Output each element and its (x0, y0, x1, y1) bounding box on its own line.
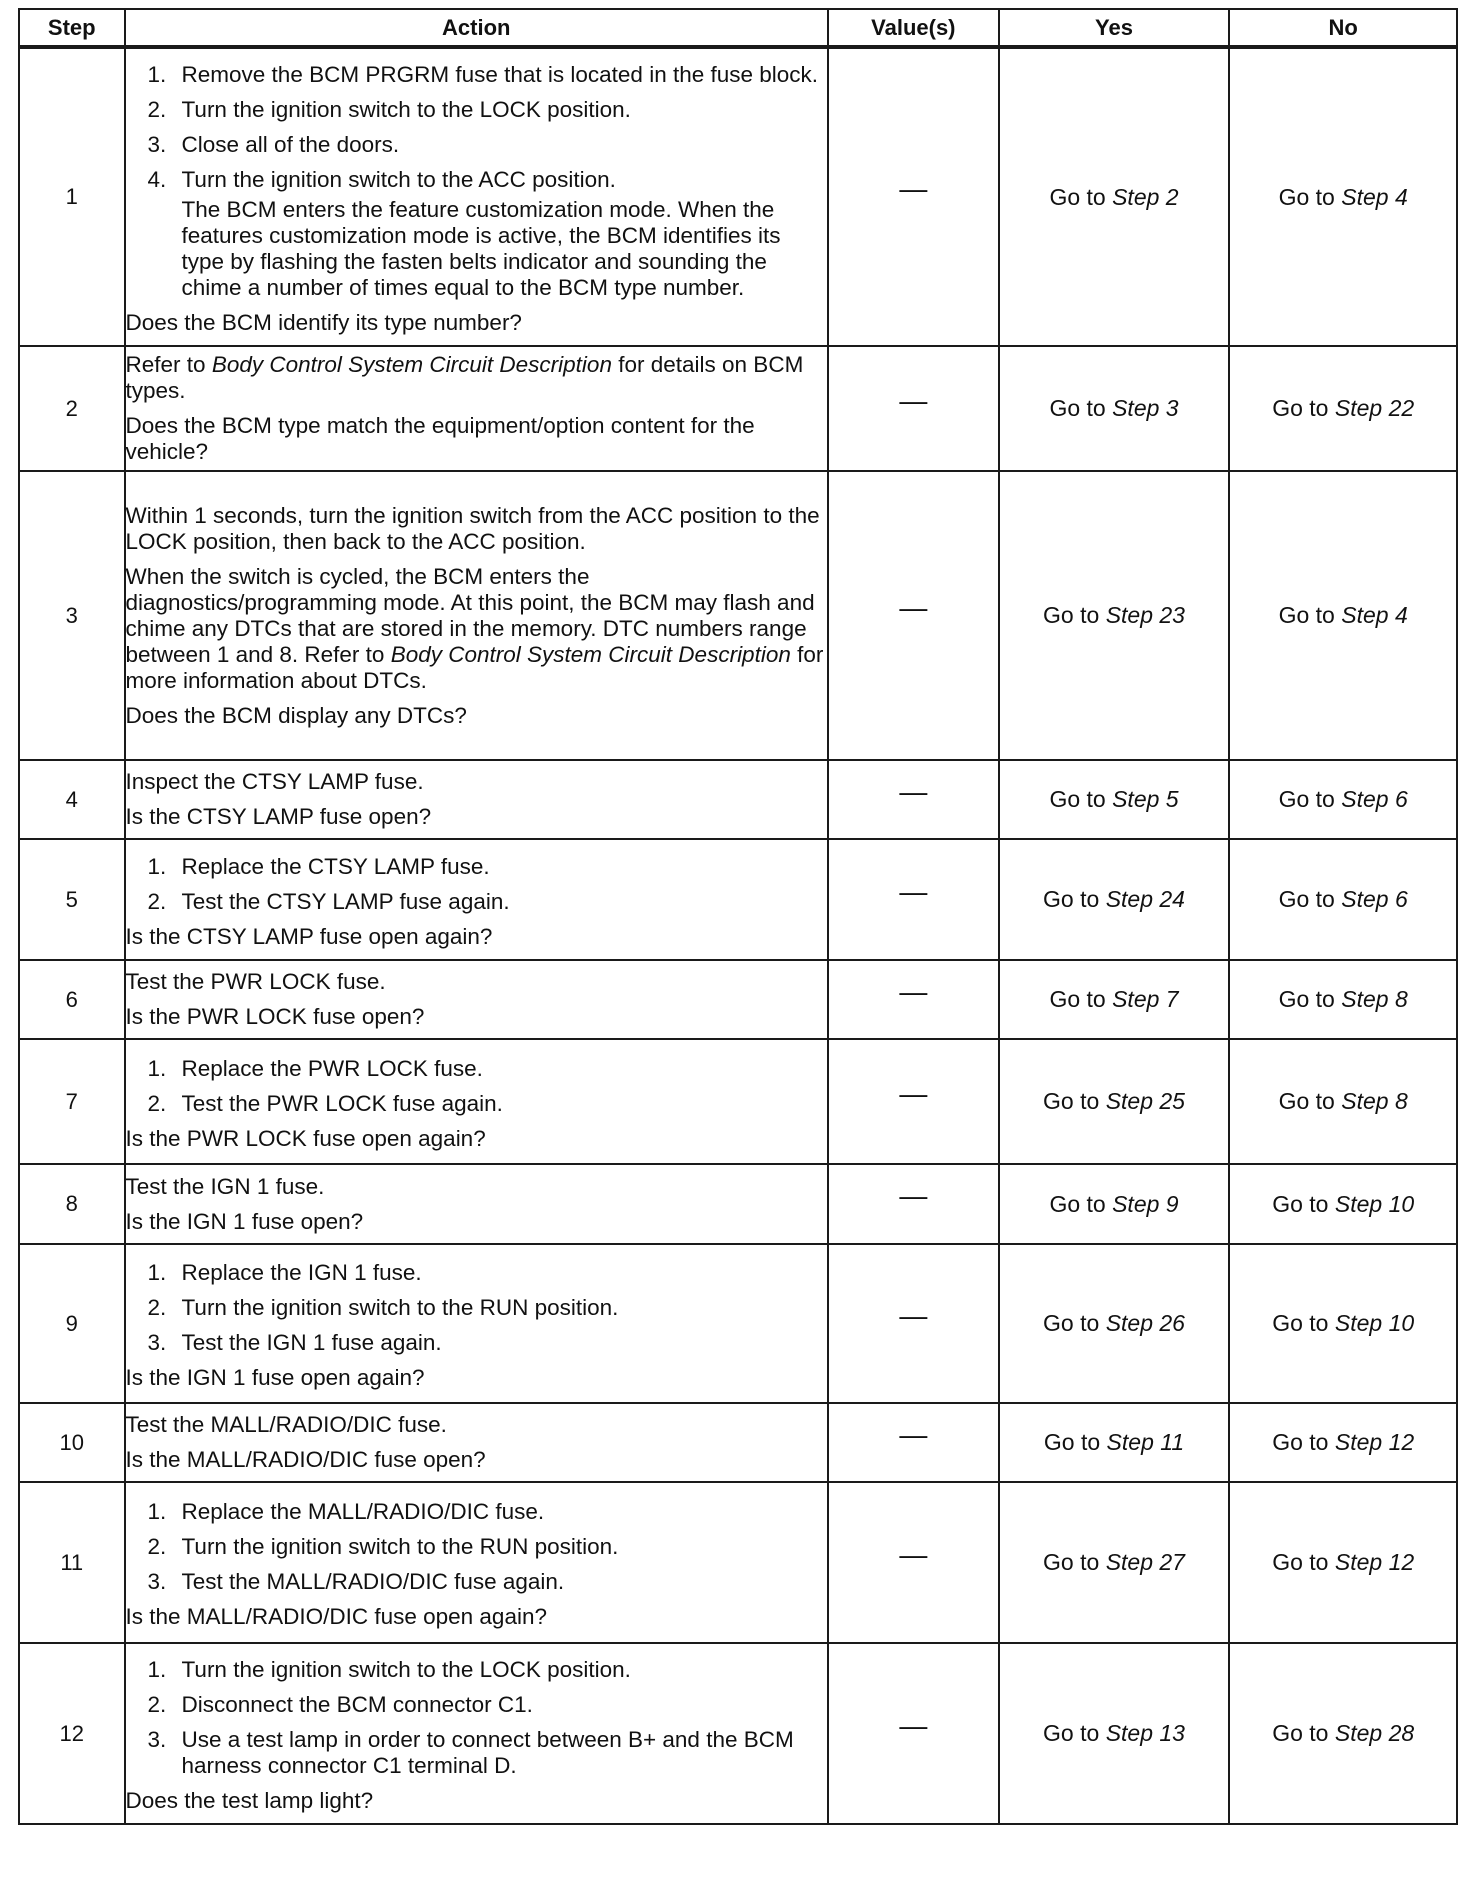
action-line: Test the MALL/RADIO/DIC fuse. (125, 1412, 447, 1437)
list-item-text: Turn the ignition switch to the RUN position. (181, 1295, 619, 1320)
list-item (126, 1260, 827, 1286)
action-question: Does the BCM display any DTCs? (125, 702, 467, 728)
header-yes: Yes (999, 9, 1230, 47)
step-number: 3 (19, 471, 125, 760)
yes-cell (999, 47, 1230, 346)
diagnostic-table (18, 8, 1458, 1825)
list-item-number: 2. (147, 888, 167, 914)
table-row (19, 1244, 1457, 1403)
yes-step-link: Step 27 (1105, 1549, 1185, 1575)
list-item (126, 1534, 827, 1560)
list-item-text: Remove the BCM PRGRM fuse that is located in the fuse block. (181, 62, 819, 87)
action-cell (125, 1164, 828, 1244)
goto-prefix: Go to (1278, 786, 1335, 812)
yes-step-link: Step 24 (1105, 886, 1185, 912)
list-item (126, 1657, 827, 1683)
goto-prefix: Go to (1272, 1720, 1329, 1746)
list-item-text: Close all of the doors. (181, 132, 400, 157)
no-step-link: Step 22 (1334, 395, 1415, 421)
action-cell (125, 471, 828, 760)
goto-prefix: Go to (1278, 183, 1335, 210)
header-values: Value(s) (828, 9, 999, 47)
list-item-text: Replace the CTSY LAMP fuse. (181, 853, 490, 879)
yes-cell (999, 960, 1230, 1039)
goto-prefix: Go to (1278, 986, 1335, 1012)
table-row (19, 1643, 1457, 1824)
yes-step-link: Step 7 (1112, 986, 1179, 1012)
step-number: 5 (19, 839, 125, 960)
yes-cell (999, 471, 1230, 760)
yes-cell (999, 1039, 1230, 1164)
list-item (126, 1295, 827, 1321)
value-cell (828, 1039, 999, 1164)
reference-title: Body Control System Circuit Description (390, 641, 791, 667)
yes-step-link: Step 11 (1106, 1429, 1185, 1455)
paragraph-text: When the switch is cycled, the BCM enters the diagnostics/programming mode. At this point, the BCM may flash and chime any DTCs that are stored in the memory. DTC numbers range between 1 and 8. Refer to (125, 563, 815, 667)
list-item-number: 2. (147, 1295, 167, 1320)
value-dash: — (899, 1299, 928, 1331)
step-number: 8 (19, 1164, 125, 1244)
yes-cell (999, 839, 1230, 960)
header-no: No (1229, 9, 1457, 47)
table-row (19, 1482, 1457, 1643)
action-reference (126, 352, 827, 404)
action-cell (125, 839, 828, 960)
table-row (19, 346, 1457, 471)
table-row (19, 47, 1457, 346)
list-item-number: 1. (147, 62, 167, 87)
yes-cell (999, 1643, 1230, 1824)
action-line: Inspect the CTSY LAMP fuse. (125, 769, 424, 794)
list-item-text: Test the PWR LOCK fuse again. (181, 1090, 503, 1116)
list-item-text: Turn the ignition switch to the RUN position. (181, 1534, 619, 1559)
instruction-list (126, 1260, 827, 1356)
action-cell (125, 1039, 828, 1164)
no-cell (1229, 839, 1457, 960)
no-step-link: Step 6 (1341, 886, 1408, 912)
no-cell (1229, 471, 1457, 760)
action-question: Is the MALL/RADIO/DIC fuse open again? (125, 1604, 547, 1629)
action-question: Is the CTSY LAMP fuse open? (125, 804, 432, 829)
value-dash: — (899, 591, 928, 623)
no-step-link: Step 12 (1334, 1549, 1415, 1575)
value-dash: — (899, 1538, 928, 1570)
goto-prefix: Go to (1043, 1429, 1101, 1455)
action-question: Is the PWR LOCK fuse open? (125, 1004, 425, 1029)
list-item-number: 1. (147, 1499, 167, 1524)
value-cell (828, 1403, 999, 1482)
value-cell (828, 1643, 999, 1824)
no-cell (1229, 1164, 1457, 1244)
goto-prefix: Go to (1049, 986, 1106, 1012)
yes-step-link: Step 3 (1112, 395, 1179, 421)
yes-cell (999, 1164, 1230, 1244)
value-cell (828, 47, 999, 346)
yes-step-link: Step 5 (1112, 786, 1179, 812)
action-paragraph (126, 564, 827, 694)
goto-prefix: Go to (1043, 1088, 1100, 1114)
list-item (126, 854, 827, 880)
yes-step-link: Step 23 (1105, 602, 1185, 628)
table-row (19, 1403, 1457, 1482)
action-question: Is the PWR LOCK fuse open again? (125, 1125, 486, 1151)
action-cell (125, 1403, 828, 1482)
goto-prefix: Go to (1049, 183, 1106, 210)
yes-cell (999, 760, 1230, 839)
list-item (126, 1692, 827, 1718)
yes-cell (999, 1403, 1230, 1482)
goto-prefix: Go to (1272, 1429, 1329, 1455)
list-item-number: 3. (147, 132, 167, 157)
no-cell (1229, 1244, 1457, 1403)
value-dash: — (899, 384, 928, 416)
list-item-number: 3. (147, 1330, 167, 1355)
list-item-number: 2. (147, 1534, 167, 1559)
step-number: 12 (19, 1643, 125, 1824)
reference-prefix: Refer to (125, 352, 206, 377)
reference-suffix: for details on BCM types. (125, 352, 804, 403)
no-cell (1229, 1643, 1457, 1824)
no-cell (1229, 346, 1457, 471)
action-cell (125, 1244, 828, 1403)
action-cell (125, 1643, 828, 1824)
list-item (126, 1056, 827, 1082)
list-item (126, 1499, 827, 1525)
action-line: Test the IGN 1 fuse. (125, 1173, 325, 1199)
no-cell (1229, 47, 1457, 346)
action-question: Does the test lamp light? (125, 1788, 374, 1813)
reference-suffix: for more information about DTCs. (125, 641, 824, 693)
no-step-link: Step 6 (1341, 786, 1408, 812)
no-cell (1229, 1482, 1457, 1643)
value-dash: — (899, 875, 928, 907)
list-item-text: Test the IGN 1 fuse again. (181, 1330, 442, 1355)
step-number: 9 (19, 1244, 125, 1403)
yes-step-link: Step 2 (1112, 183, 1179, 210)
list-item-text: Disconnect the BCM connector C1. (181, 1692, 533, 1717)
list-item-number: 2. (147, 97, 167, 122)
list-item-number: 3. (147, 1727, 167, 1752)
table-row (19, 760, 1457, 839)
step-number: 7 (19, 1039, 125, 1164)
value-cell (828, 760, 999, 839)
list-item-number: 1. (147, 853, 167, 879)
value-dash: — (899, 173, 928, 204)
list-item-text: Turn the ignition switch to the ACC position. (181, 167, 616, 192)
no-cell (1229, 960, 1457, 1039)
yes-step-link: Step 25 (1105, 1088, 1185, 1114)
list-item-text: Replace the PWR LOCK fuse. (181, 1055, 483, 1081)
action-question: Does the BCM identify its type number? (125, 310, 522, 335)
goto-prefix: Go to (1278, 602, 1335, 628)
step-number: 11 (19, 1482, 125, 1643)
goto-prefix: Go to (1272, 1549, 1329, 1575)
goto-prefix: Go to (1049, 395, 1106, 421)
goto-prefix: Go to (1272, 395, 1329, 421)
step-number: 1 (19, 47, 125, 346)
list-item-number: 2. (147, 1090, 167, 1116)
yes-cell (999, 346, 1230, 471)
table-row (19, 839, 1457, 960)
yes-cell (999, 1482, 1230, 1643)
list-item-number: 1. (147, 1657, 167, 1682)
yes-cell (999, 1244, 1230, 1403)
value-cell (828, 839, 999, 960)
no-cell (1229, 760, 1457, 839)
list-item-number: 2. (147, 1692, 167, 1717)
value-cell (828, 1244, 999, 1403)
no-step-link: Step 8 (1341, 986, 1408, 1012)
value-cell (828, 471, 999, 760)
action-cell (125, 760, 828, 839)
action-cell (125, 960, 828, 1039)
yes-step-link: Step 26 (1105, 1310, 1185, 1336)
list-item (126, 1091, 827, 1117)
step-number: 2 (19, 346, 125, 471)
no-step-link: Step 4 (1341, 183, 1408, 210)
action-line: Test the PWR LOCK fuse. (125, 969, 386, 994)
value-cell (828, 960, 999, 1039)
list-item-text: Test the CTSY LAMP fuse again. (181, 888, 510, 914)
list-item (126, 62, 827, 88)
no-step-link: Step 28 (1334, 1720, 1415, 1746)
no-step-link: Step 10 (1334, 1310, 1415, 1336)
list-item (126, 167, 827, 193)
table-header-row (19, 9, 1457, 47)
list-item-text: Use a test lamp in order to connect between B+ and the BCM harness connector C1 terminal D. (181, 1727, 794, 1778)
action-question: Is the MALL/RADIO/DIC fuse open? (125, 1447, 486, 1472)
instruction-list (126, 1657, 827, 1779)
value-dash: — (899, 1077, 928, 1109)
list-item-number: 4. (147, 167, 167, 192)
action-question: Is the CTSY LAMP fuse open again? (125, 923, 493, 949)
list-item (126, 889, 827, 915)
value-cell (828, 1164, 999, 1244)
reference-title: Body Control System Circuit Description (211, 352, 612, 377)
value-cell (828, 1482, 999, 1643)
table-row (19, 1039, 1457, 1164)
list-item-text: Turn the ignition switch to the LOCK position. (181, 1657, 631, 1682)
action-question: Is the IGN 1 fuse open? (125, 1208, 364, 1234)
table-row (19, 1164, 1457, 1244)
action-question: Does the BCM type match the equipment/option content for the vehicle? (125, 413, 755, 464)
goto-prefix: Go to (1043, 1720, 1100, 1746)
no-step-link: Step 4 (1341, 602, 1408, 628)
list-item-text: Test the MALL/RADIO/DIC fuse again. (181, 1569, 565, 1594)
list-item (126, 1569, 827, 1595)
step-number: 4 (19, 760, 125, 839)
action-question: Is the IGN 1 fuse open again? (125, 1365, 425, 1390)
yes-step-link: Step 13 (1105, 1720, 1185, 1746)
goto-prefix: Go to (1278, 1088, 1335, 1114)
no-step-link: Step 12 (1334, 1429, 1415, 1455)
goto-prefix: Go to (1272, 1310, 1329, 1336)
list-item (126, 1727, 827, 1779)
instruction-list (126, 62, 827, 193)
action-cell (125, 1482, 828, 1643)
header-action: Action (125, 9, 828, 47)
table-row (19, 471, 1457, 760)
value-dash: — (899, 975, 928, 1007)
instruction-list (126, 1499, 827, 1595)
list-item (126, 1330, 827, 1356)
list-item-number: 1. (147, 1055, 167, 1081)
goto-prefix: Go to (1049, 1190, 1106, 1217)
value-dash: — (899, 1709, 928, 1741)
instruction-list (126, 854, 827, 915)
value-dash: — (899, 775, 928, 807)
goto-prefix: Go to (1049, 786, 1106, 812)
yes-step-link: Step 9 (1112, 1190, 1179, 1217)
value-dash: — (899, 1180, 928, 1211)
no-cell (1229, 1403, 1457, 1482)
value-dash: — (899, 1418, 928, 1450)
action-paragraph: Within 1 seconds, turn the ignition switch from the ACC position to the LOCK position, then back to the ACC position. (125, 502, 820, 554)
list-item-number: 1. (147, 1260, 167, 1285)
step-number: 10 (19, 1403, 125, 1482)
table-row (19, 960, 1457, 1039)
goto-prefix: Go to (1043, 602, 1100, 628)
list-item-text: Replace the MALL/RADIO/DIC fuse. (181, 1499, 545, 1524)
list-item-number: 3. (147, 1569, 167, 1594)
goto-prefix: Go to (1043, 1549, 1100, 1575)
goto-prefix: Go to (1043, 886, 1100, 912)
instruction-list (126, 1056, 827, 1117)
no-cell (1229, 1039, 1457, 1164)
value-cell (828, 346, 999, 471)
list-item (126, 97, 827, 123)
header-step: Step (19, 9, 125, 47)
no-step-link: Step 8 (1341, 1088, 1408, 1114)
goto-prefix: Go to (1043, 1310, 1100, 1336)
action-note: The BCM enters the feature customization mode. When the features customization mode is active, the BCM identifies its type by flashing the fasten belts indicator and sounding the chime a number of times equal to the BCM type number. (181, 197, 781, 300)
goto-prefix: Go to (1278, 886, 1335, 912)
list-item-text: Turn the ignition switch to the LOCK position. (181, 97, 631, 122)
action-cell (125, 346, 828, 471)
list-item (126, 132, 827, 158)
step-number: 6 (19, 960, 125, 1039)
list-item-text: Replace the IGN 1 fuse. (181, 1260, 422, 1285)
action-cell (125, 47, 828, 346)
no-step-link: Step 10 (1334, 1190, 1415, 1217)
goto-prefix: Go to (1272, 1190, 1329, 1217)
